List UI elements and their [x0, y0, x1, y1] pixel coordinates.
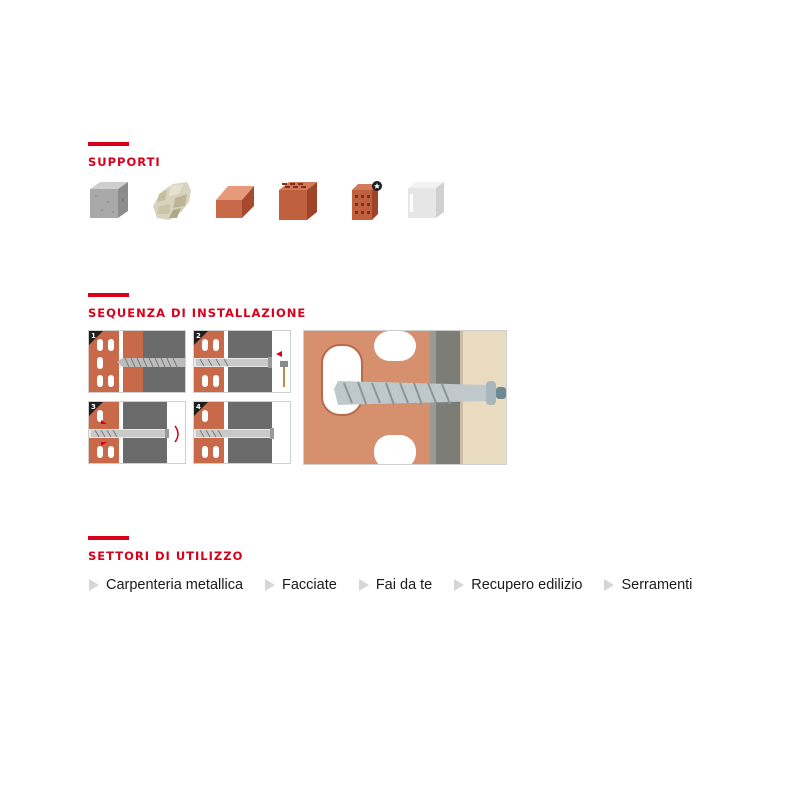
drill-step-illustration: [89, 331, 186, 393]
section-accent-bar: [88, 293, 129, 297]
triangle-right-icon: [359, 579, 369, 591]
natural-stone-icon: [151, 180, 193, 222]
hollow-brick-icon: [277, 180, 319, 222]
section-accent-bar: [88, 142, 129, 146]
sector-item-recupero-edilizio[interactable]: [453, 577, 582, 593]
supports-icon-row: [88, 180, 448, 222]
triangle-right-icon: [604, 579, 614, 591]
sectors-title: SETTORI DI UTILIZZO: [88, 549, 244, 563]
sector-label: Serramenti: [621, 577, 693, 593]
installation-steps-grid: [88, 330, 508, 466]
final-step-illustration: [194, 402, 291, 464]
section-accent-bar: [88, 536, 129, 540]
installation-title: SEQUENZA DI INSTALLAZIONE: [88, 306, 307, 320]
insert-step-illustration: [194, 331, 291, 393]
sector-label: Recupero edilizio: [471, 577, 583, 593]
installation-section: [88, 293, 307, 411]
installation-photo: [303, 330, 507, 465]
aerated-concrete-icon: [404, 180, 446, 222]
step-number: 3: [91, 403, 96, 411]
sector-item-serramenti[interactable]: [603, 577, 692, 593]
fasten-step-illustration: [89, 402, 186, 464]
installation-step-3: [88, 401, 186, 464]
sector-item-carpenteria-metallica[interactable]: [88, 577, 243, 593]
supports-section: [88, 142, 161, 169]
installation-step-2: [193, 330, 291, 393]
anchor-cutaway-photo: [304, 331, 507, 465]
installation-step-1: [88, 330, 186, 393]
sector-label: Fai da te: [375, 577, 433, 593]
sectors-list: [88, 577, 713, 593]
sector-item-facciate[interactable]: [264, 577, 337, 593]
triangle-right-icon: [89, 579, 99, 591]
solid-brick-icon: [214, 180, 256, 222]
triangle-right-icon: [454, 579, 464, 591]
triangle-right-icon: [265, 579, 275, 591]
perforated-brick-icon: [340, 180, 382, 222]
step-number: 2: [196, 332, 201, 340]
sectors-section: [88, 536, 693, 593]
sector-item-fai-da-te[interactable]: [358, 577, 432, 593]
sector-label: Carpenteria metallica: [106, 577, 244, 593]
step-number: 1: [91, 332, 96, 340]
step-number: 4: [196, 403, 201, 411]
concrete-block-icon: [88, 180, 130, 222]
sector-label: Facciate: [282, 577, 337, 593]
installation-step-4: [193, 401, 291, 464]
supports-title: SUPPORTI: [88, 155, 161, 169]
